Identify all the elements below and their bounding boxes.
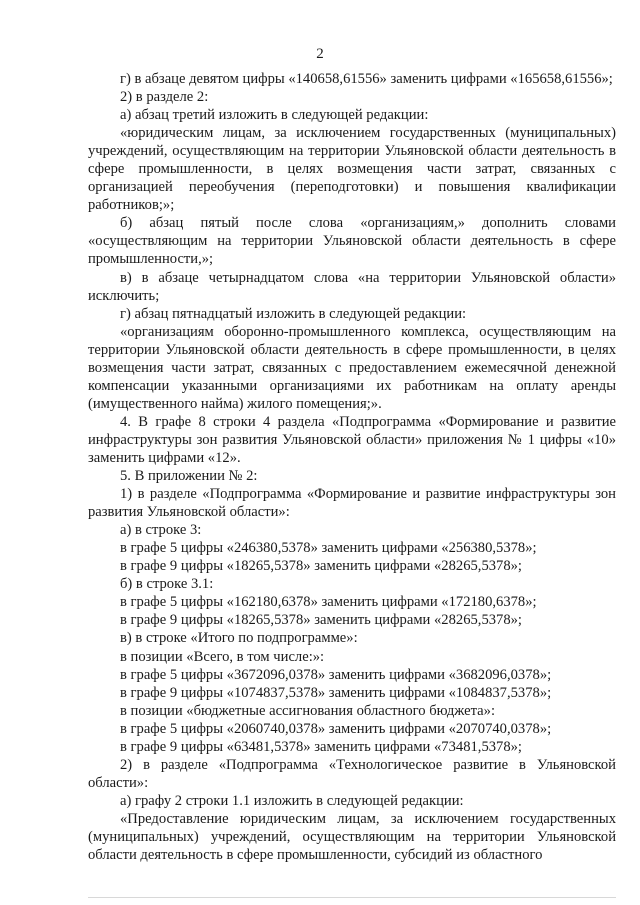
paragraph: 2) в разделе 2:: [120, 89, 209, 106]
paragraph: в графе 5 цифры «3672096,0378» заменить цифрами «3682096,0378»;: [120, 666, 552, 683]
paragraph: в графе 5 цифры «246380,5378» заменить цифрами «256380,5378»;: [120, 540, 537, 557]
paragraph: г) в абзаце девятом цифры «140658,61556» заменить цифрами «165658,61556»;: [120, 71, 613, 87]
paragraph: 2) в разделе «Подпрограмма «Технологическое развитие в Ульяновской области»:: [88, 756, 616, 791]
page-number: 2: [316, 46, 324, 62]
paragraph: в графе 9 цифры «63481,5378» заменить цифрами «73481,5378»;: [120, 738, 522, 755]
paragraph: в графе 9 цифры «18265,5378» заменить цифрами «28265,5378»;: [120, 612, 522, 629]
paragraph: б) в строке 3.1:: [120, 576, 214, 593]
paragraph: «организациям оборонно-промышленного комплекса, осуществляющим на территории Ульяновской области деятельность в сфере промышленности, в целях возмещения части затрат, связанных с предоставлением ежемесячной денежной компенсации указанными организациями их работникам на оплату аренды (имущественного найма) жилого помещения;».: [88, 323, 616, 412]
paragraph: г) абзац пятнадцатый изложить в следующей редакции:: [120, 305, 467, 322]
paragraph: а) графу 2 строки 1.1 изложить в следующей редакции:: [120, 792, 464, 809]
paragraph: 1) в разделе «Подпрограмма «Формирование и развитие инфраструктуры зон развития Ульяновской области»:: [88, 486, 616, 521]
paragraph: в графе 9 цифры «18265,5378» заменить цифрами «28265,5378»;: [120, 558, 522, 575]
paragraph: в позиции «Всего, в том числе:»:: [120, 648, 325, 665]
paragraph: в графе 5 цифры «162180,6378» заменить цифрами «172180,6378»;: [120, 594, 537, 611]
paragraph: б) абзац пятый после слова «организациям,» дополнить словами «осуществляющим на территории Ульяновской области деятельность в сфере промышленности,»;: [88, 215, 616, 268]
paragraph: а) абзац третий изложить в следующей редакции:: [120, 107, 429, 124]
paragraph: в графе 5 цифры «2060740,0378» заменить цифрами «2070740,0378»;: [120, 720, 552, 737]
document-body: [88, 70, 616, 864]
paragraph: 5. В приложении № 2:: [120, 468, 258, 485]
paragraph: а) в строке 3:: [120, 522, 202, 539]
paragraph: в графе 9 цифры «1074837,5378» заменить цифрами «1084837,5378»;: [120, 684, 552, 701]
paragraph: в) в абзаце четырнадцатом слова «на территории Ульяновской области» исключить;: [88, 269, 616, 304]
paragraph: в позиции «бюджетные ассигнования областного бюджета»:: [120, 702, 495, 719]
paragraph: «Предоставление юридическим лицам, за исключением государственных (муниципальных) учреждений, осуществляющим на территории Ульяновской области деятельность в сфере промышленности, субсидий из областного: [88, 810, 616, 864]
paragraph: в) в строке «Итого по подпрограмме»:: [120, 630, 358, 647]
bottom-scan-edge: [88, 897, 616, 898]
paragraph: 4. В графе 8 строки 4 раздела «Подпрограмма «Формирование и развитие инфраструктуры зон развития Ульяновской области» приложения № 1 цифры «10» заменить цифрами «12».: [88, 413, 616, 466]
paragraph: «юридическим лицам, за исключением государственных (муниципальных) учреждений, осуществляющим на территории Ульяновской области деятельность в сфере промышленности, в целях возмещения части затрат, связанных с организацией переобучения (переподготовки) и повышения квалификации работников;»;: [88, 125, 616, 214]
